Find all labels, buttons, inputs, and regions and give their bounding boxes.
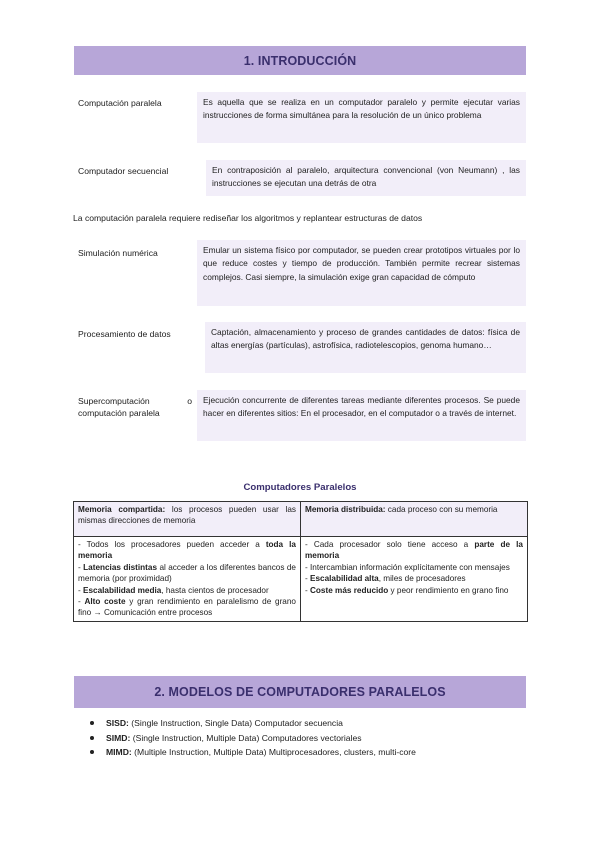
table-header-row bbox=[74, 502, 528, 537]
definition-computacion-paralela: Es aquella que se realiza en un computador paralelo y permite ejecutar varias instrucciones de forma simultánea para la resolución de un único problema bbox=[197, 92, 526, 143]
distributed-point-1: - Cada procesador solo tiene acceso a parte de la memoria bbox=[305, 540, 523, 561]
term-supercomputacion-a: Supercomputación bbox=[78, 396, 150, 406]
shared-point-4: - Alto coste y gran rendimiento en paralelismo de grano fino → Comunicación entre procesos bbox=[78, 597, 296, 618]
distributed-point-3: - Escalabilidad alta, miles de procesadores bbox=[305, 574, 466, 584]
models-list bbox=[90, 716, 416, 760]
section-1-title: 1. INTRODUCCIÓN bbox=[74, 46, 526, 75]
bullet-icon bbox=[90, 721, 94, 725]
definition-supercomputacion: Ejecución concurrente de diferentes tareas mediante diferentes procesos. Se puede hacer en diferentes sitios: En el procesador, en el computador o a través de internet. bbox=[197, 390, 526, 441]
header-distributed-memory: Memoria distribuida: cada proceso con su memoria bbox=[301, 502, 528, 537]
distributed-point-2: - Intercambian información explícitamente con mensajes bbox=[305, 562, 510, 572]
shared-point-1: - Todos los procesadores pueden acceder a toda la memoria bbox=[78, 540, 296, 561]
term-supercomputacion bbox=[78, 396, 192, 419]
distributed-point-4: - Coste más reducido y peor rendimiento en grano fino bbox=[305, 585, 509, 595]
definition-simulacion-numerica: Emular un sistema físico por computador, se pueden crear prototipos virtuales por lo que reduce costes y tiempo de producción. También permite recrear sistemas complejos. Casi siempre, la simulación exige gran capacidad de cómputo bbox=[197, 240, 526, 306]
header-shared-memory: Memoria compartida: los procesos pueden usar las mismas direcciones de memoria bbox=[74, 502, 301, 537]
shared-point-2: - Latencias distintas al acceder a los diferentes bancos de memoria (por proximidad) bbox=[78, 562, 296, 584]
term-simulacion-numerica: Simulación numérica bbox=[78, 248, 158, 258]
cell-distributed-memory bbox=[301, 537, 528, 622]
bullet-icon bbox=[90, 736, 94, 740]
section-2-title: 2. MODELOS DE COMPUTADORES PARALELOS bbox=[74, 676, 526, 708]
term-procesamiento-datos: Procesamiento de datos bbox=[78, 329, 171, 339]
term-supercomputacion-c: computación paralela bbox=[78, 407, 160, 418]
term-supercomputacion-b: o bbox=[187, 396, 192, 406]
comparison-table bbox=[73, 501, 528, 622]
term-computacion-paralela: Computación paralela bbox=[78, 98, 162, 108]
model-item-mimd: MIMD: (Multiple Instruction, Multiple Data) Multiprocesadores, clusters, multi-core bbox=[90, 745, 416, 760]
cell-shared-memory bbox=[74, 537, 301, 622]
table-body-row bbox=[74, 537, 528, 622]
bullet-icon bbox=[90, 750, 94, 754]
note-paragraph: La computación paralela requiere rediseñar los algoritmos y replantear estructuras de datos bbox=[73, 213, 423, 223]
definition-procesamiento-datos: Captación, almacenamiento y proceso de grandes cantidades de datos: física de altas energías (partículas), astrofísica, radiotelescopios, genoma humano… bbox=[205, 322, 526, 373]
shared-point-3: - Escalabilidad media, hasta cientos de procesador bbox=[78, 585, 269, 595]
term-computador-secuencial: Computador secuencial bbox=[78, 166, 169, 176]
model-item-simd: SIMD: (Single Instruction, Multiple Data) Computadores vectoriales bbox=[90, 731, 416, 746]
table-title: Computadores Paralelos bbox=[243, 482, 357, 493]
definition-computador-secuencial: En contraposición al paralelo, arquitectura convencional (von Neumann) , las instrucciones se ejecutan una detrás de otra bbox=[206, 160, 526, 196]
model-item-sisd: SISD: (Single Instruction, Single Data) Computador secuencia bbox=[90, 716, 416, 731]
